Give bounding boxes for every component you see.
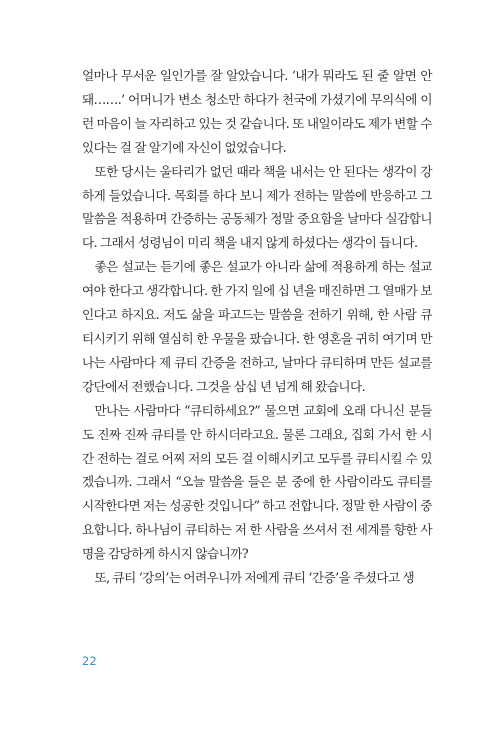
paragraph: 좋은 설교는 듣기에 좋은 설교가 아니라 삶에 적용하게 하는 설교여야 한다고 생각합니다. 한 가지 일에 십 년을 매진하면 그 열매가 보인다고 하지요. 저도 삶을 파고드는 말씀을 전하기 위해, 한 사람 큐티시키기 위해 열심히 한 우물을 팠습니다. 한 영혼을 귀히 여기며 만나는 사람마다 제 큐티 간증을 전하고, 날마다 큐티하며 만든 설교를 강단에서 전했습니다. 그것을 삼십 년 넘게 해 왔습니다. — [82, 259, 432, 394]
paragraph: 또, 큐티 ‘강의’는 어려우니까 저에게 큐티 ‘간증’을 주셨다고 생 — [94, 570, 415, 586]
paragraph: 얼마나 무서운 일인가를 잘 알았습니다. ‘내가 뭐라도 된 줄 알면 안 돼…….’ 어머니가 변소 청소만 하다가 천국에 가셨기에 무의식에 이런 마음이 늘 자리하고 있는 것 같습니다. 또 내일이라도 제가 변할 수 있다는 걸 잘 알기에 자신이 없었습니다. — [82, 68, 432, 155]
paragraph: 또한 당시는 울타리가 없던 때라 책을 내서는 안 된다는 생각이 강하게 들었습니다. 목회를 하다 보니 제가 전하는 말씀에 반응하고 그 말씀을 적용하며 간증하는 공동체가 정말 중요함을 날마다 실감합니다. 그래서 성령님이 미리 책을 내지 않게 하셨다는 생각이 듭니다. — [82, 163, 432, 251]
page-number: 22 — [82, 654, 97, 668]
paragraph: 만나는 사람마다 “큐티하세요?” 물으면 교회에 오래 다니신 분들도 진짜 진짜 큐티를 안 하시더라고요. 물론 그래요, 집회 가서 한 시간 전하는 걸로 어찌 저의 모든 걸 이해시키고 모두를 큐티시킬 수 있겠습니까. 그래서 “오늘 말씀을 들은 분 중에 한 사람이라도 큐티를 시작한다면 저는 성공한 것입니다” 하고 전합니다. 정말 한 사람이 중요합니다. 하나님이 큐티하는 저 한 사람을 쓰셔서 전 세계를 향한 사명을 감당하게 하시지 않습니까? — [82, 402, 432, 562]
body-text — [82, 64, 432, 590]
